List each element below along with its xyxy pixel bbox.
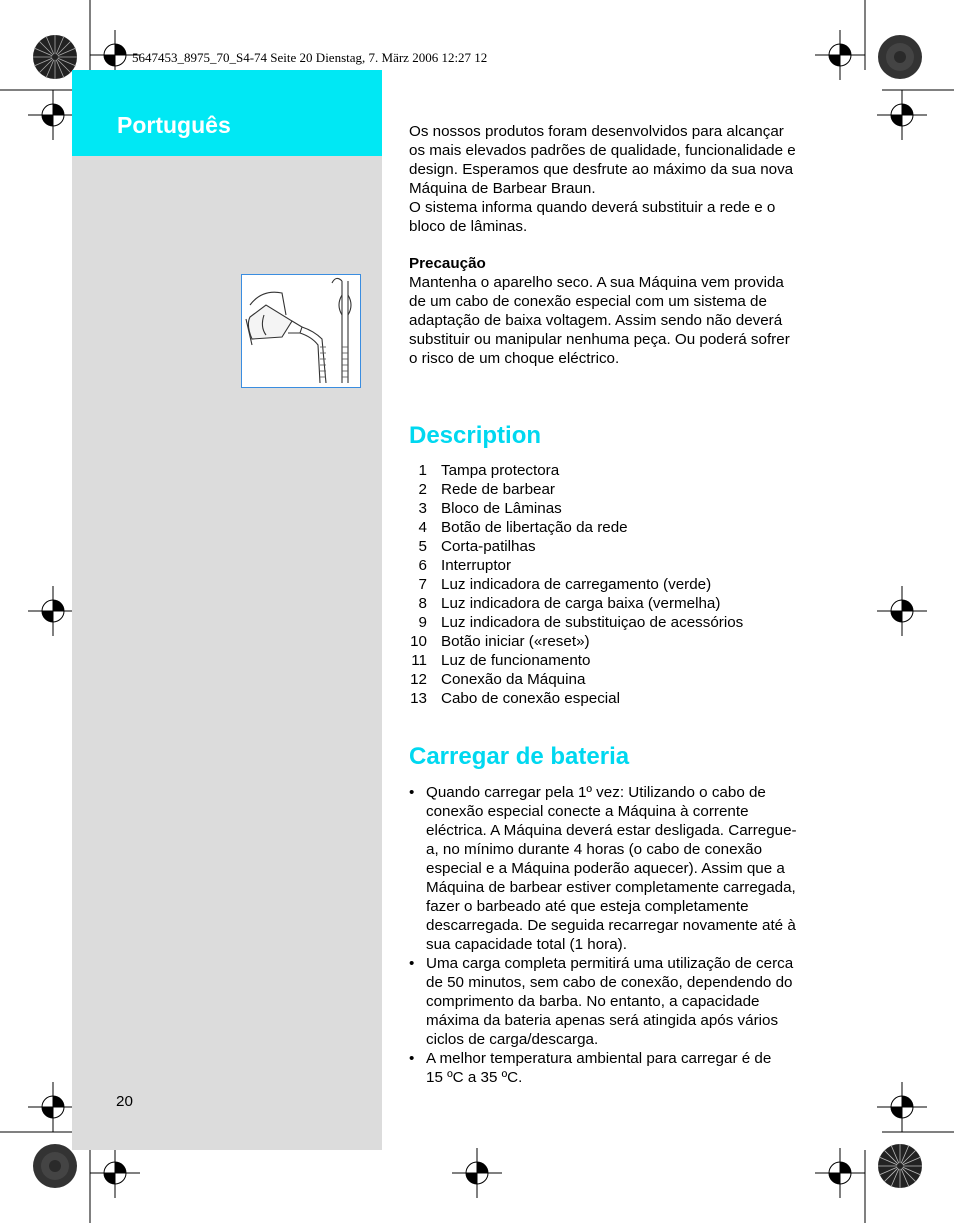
item-label: Botão iniciar («reset») — [441, 633, 590, 650]
bullet-dot: • — [409, 784, 415, 801]
caution-section — [409, 254, 849, 368]
item-label: Interruptor — [441, 557, 512, 574]
caution-title: Precaução — [409, 255, 486, 272]
registration-mark-bottom-right — [815, 1148, 865, 1198]
bullet-line: Quando carregar pela 1º vez: Utilizando o cabo de — [426, 784, 766, 801]
item-label: Luz indicadora de carregamento (verde) — [441, 576, 712, 593]
bullet-dot: • — [409, 955, 415, 972]
bullet-line: descarregada. De seguida recarregar novamente até à — [426, 917, 796, 934]
item-label: Rede de barbear — [441, 481, 555, 498]
intro-line: Os nossos produtos foram desenvolvidos para alcançar — [409, 123, 784, 140]
item-number: 7 — [418, 576, 427, 593]
item-label: Luz de funcionamento — [441, 652, 591, 669]
bullet-line: 15 ºC a 35 ºC. — [426, 1069, 523, 1086]
item-number: 2 — [418, 481, 427, 498]
list-item — [409, 461, 849, 480]
item-number: 10 — [410, 633, 427, 650]
list-item — [409, 594, 849, 613]
item-label: Cabo de conexão especial — [441, 690, 621, 707]
list-item — [409, 518, 849, 537]
item-number: 5 — [418, 538, 427, 555]
bullet-line: fazer o barbeado até que esteja completamente — [426, 898, 749, 915]
registration-mark-bottom-left — [90, 1148, 140, 1198]
page-number: 20 — [116, 1093, 133, 1110]
item-label: Luz indicadora de carga baixa (vermelha) — [441, 595, 721, 612]
bullet-line: conexão especial conecte a Máquina à corrente — [426, 803, 749, 820]
item-number: 12 — [410, 671, 427, 688]
bullet-line: especial e a Máquina poderão aquecer). Assim que a — [426, 860, 785, 877]
description-heading: Description — [409, 422, 542, 449]
item-label: Bloco de Lâminas — [441, 500, 562, 517]
item-label: Botão de libertação da rede — [441, 519, 628, 536]
caution-line: adaptação de baixa voltagem. Assim sendo não deverá — [409, 312, 783, 329]
intro-line: bloco de lâminas. — [409, 218, 528, 235]
list-item — [409, 575, 849, 594]
list-item — [409, 689, 849, 708]
item-number: 6 — [418, 557, 427, 574]
registration-mark-bottom-center — [452, 1148, 502, 1198]
item-number: 8 — [418, 595, 427, 612]
item-number: 13 — [410, 690, 427, 707]
charging-bullets — [409, 783, 841, 1087]
list-item — [409, 499, 849, 518]
list-item — [409, 651, 849, 670]
registration-mark-left-lower — [28, 1082, 78, 1132]
registration-mark-right-middle — [877, 586, 927, 636]
intro-paragraph — [409, 122, 849, 236]
item-number: 9 — [418, 614, 427, 631]
item-number: 4 — [418, 519, 427, 536]
bullet-line: sua capacidade total (1 hora). — [426, 936, 627, 953]
list-item — [409, 556, 849, 575]
caution-line: substituir ou manipular nenhuma peça. Ou poderá sofrer — [409, 331, 790, 348]
list-item — [409, 670, 849, 689]
bullet-item — [409, 1049, 841, 1087]
starburst-mark-bottom-right — [877, 1143, 923, 1189]
item-label: Conexão da Máquina — [441, 671, 586, 688]
item-label: Tampa protectora — [441, 462, 560, 479]
item-number: 11 — [411, 652, 427, 669]
caution-line: o risco de um choque eléctrico. — [409, 350, 620, 367]
item-number: 1 — [418, 462, 427, 479]
bullet-line: comprimento da barba. No entanto, a capacidade — [426, 993, 760, 1010]
bullet-line: a, no mínimo durante 4 horas (o cabo de conexão — [426, 841, 763, 858]
list-item — [409, 613, 849, 632]
registration-mark-left-middle — [28, 586, 78, 636]
intro-line: O sistema informa quando deverá substituir a rede e o — [409, 199, 776, 216]
language-title: Português — [117, 112, 231, 138]
bullet-item — [409, 783, 841, 954]
intro-line: os mais elevados padrões de qualidade, funcionalidade e — [409, 142, 796, 159]
list-item — [409, 537, 849, 556]
item-number: 3 — [418, 500, 427, 517]
bullet-item — [409, 954, 841, 1049]
bullet-line: Uma carga completa permitirá uma utilização de cerca — [426, 955, 794, 972]
item-label: Luz indicadora de substituiçao de acessórios — [441, 614, 744, 631]
bullet-line: eléctrica. A Máquina deverá estar desligada. Carregue- — [426, 822, 797, 839]
registration-mark-top-right — [815, 30, 865, 80]
plug-illustration — [241, 274, 361, 388]
bullet-line: A melhor temperatura ambiental para carregar é de — [426, 1050, 772, 1067]
list-item — [409, 632, 849, 651]
color-disc-top-right — [877, 34, 923, 80]
print-slug: 5647453_8975_70_S4-74 Seite 20 Dienstag, 7. März 2006 12:27 12 — [132, 50, 488, 65]
plug-in-socket-icon — [242, 275, 360, 387]
bullet-line: Máquina de barbear estiver completamente carregada, — [426, 879, 796, 896]
registration-mark-left-upper — [28, 90, 78, 140]
bullet-line: ciclos de carga/descarga. — [426, 1031, 599, 1048]
charging-heading: Carregar de bateria — [409, 743, 630, 770]
caution-line: de um cabo de conexão especial com um sistema de — [409, 293, 767, 310]
registration-mark-right-upper — [877, 90, 927, 140]
bullet-dot: • — [409, 1050, 415, 1067]
intro-line: Máquina de Barbear Braun. — [409, 180, 596, 197]
sidebar-panel — [72, 70, 382, 1150]
intro-line: design. Esperamos que desfrute ao máximo da sua nova — [409, 161, 794, 178]
item-label: Corta-patilhas — [441, 538, 536, 555]
bullet-line: de 50 minutos, sem cabo de conexão, dependendo do — [426, 974, 793, 991]
list-item — [409, 480, 849, 499]
caution-line: Mantenha o aparelho seco. A sua Máquina vem provida — [409, 274, 784, 291]
registration-mark-right-lower — [877, 1082, 927, 1132]
parts-list — [409, 461, 849, 708]
bullet-line: máxima da bateria apenas será atingida após vários — [426, 1012, 779, 1029]
